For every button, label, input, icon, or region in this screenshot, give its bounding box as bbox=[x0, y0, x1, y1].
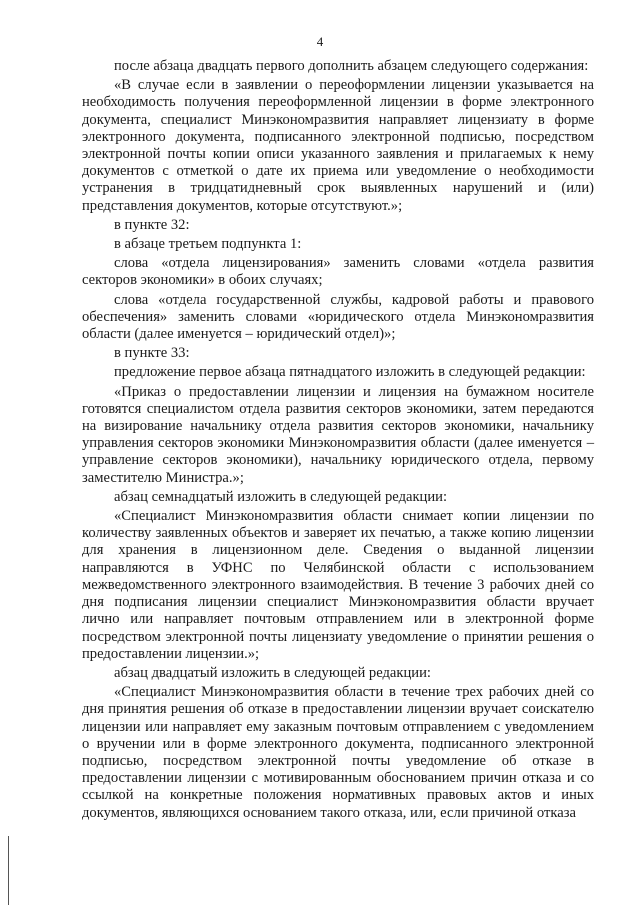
paragraph-after-paragraph-21: после абзаца двадцать первого дополнить абзацем следующего содержания: bbox=[114, 58, 589, 74]
paragraph-reissue-electronic: «В случае если в заявлении о переоформлении лицензии указывается на необходимость получения переоформленной лицензии в форме электронного документа, специалист Минэкономразвития направляет лицензиату в форме электронного документа, подписанного электронной подписью, посредством электронной почты копии описи указанного заявления и прилагаемых к нему документов с отметкой о дате их приема или уведомление о необходимости устранения в тридцатидневный срок выявленных нарушений и (или) представления документов, которые отсутствуют.»; bbox=[82, 77, 594, 214]
paragraph-refusal-notice: «Специалист Минэкономразвития области в течение трех рабочих дней со дня принятия решения об отказе в предоставлении лицензии вручает соискателю лицензии или направляет ему заказным почтовым отправлением с уведомлением о вручении или в форме электронного документа, подписанного электронной подписью, посредством электронной почты уведомление об отказе в предоставлении лицензии с мотивированным обоснованием причин отказа и со ссылкой на конкретные положения нормативных правовых актов и иных документов, являющихся основанием такого отказа, или, если причиной отказа bbox=[82, 684, 594, 821]
paragraph-point-32: в пункте 32: bbox=[114, 216, 190, 233]
paragraph-subpoint-1: в абзаце третьем подпункта 1: bbox=[114, 236, 302, 253]
paragraph-replace-licensing-dept: слова «отдела лицензирования» заменить словами «отдела развития секторов экономики» в обоих случаях; bbox=[82, 255, 594, 289]
paragraph-twentieth: абзац двадцатый изложить в следующей редакции: bbox=[114, 664, 431, 681]
document-body bbox=[82, 58, 594, 822]
paragraph-license-copies: «Специалист Минэкономразвития области снимает копии лицензии по количеству заявленных объектов и заверяет их печатью, а также копию лицензии для хранения в лицензионном деле. Сведения о выданной лицензии направляются в УФНС по Челябинской области с использованием межведомственного электронного взаимодействия. В течение 3 рабочих дней со дня подписания лицензии специалист Минэкономразвития области вручает лично или направляет почтовым отправлением или в электронной форме посредством электронной почты лицензиату уведомление о принятии решения о предоставлении лицензии.»; bbox=[82, 508, 594, 662]
scan-edge-line bbox=[8, 836, 9, 905]
paragraph-point-33: в пункте 33: bbox=[114, 345, 190, 362]
paragraph-seventeenth: абзац семнадцатый изложить в следующей редакции: bbox=[114, 488, 448, 505]
page-number: 4 bbox=[316, 34, 324, 49]
paragraph-replace-civil-service-dept: слова «отдела государственной службы, кадровой работы и правового обеспечения» заменить словами «юридического отдела Минэкономразвития области (далее именуется – юридический отдел)»; bbox=[82, 291, 594, 343]
paragraph-fifteenth-sentence: предложение первое абзаца пятнадцатого изложить в следующей редакции: bbox=[114, 364, 586, 381]
paragraph-license-order: «Приказ о предоставлении лицензии и лицензия на бумажном носителе готовятся специалистом отдела развития секторов экономики, затем передаются на визирование начальнику отдела развития секторов экономики, начальнику управления секторов экономики Минэкономразвития области (далее именуется – управление секторов экономики), начальнику юридического отдела, первому заместителю Министра.»; bbox=[82, 383, 594, 486]
